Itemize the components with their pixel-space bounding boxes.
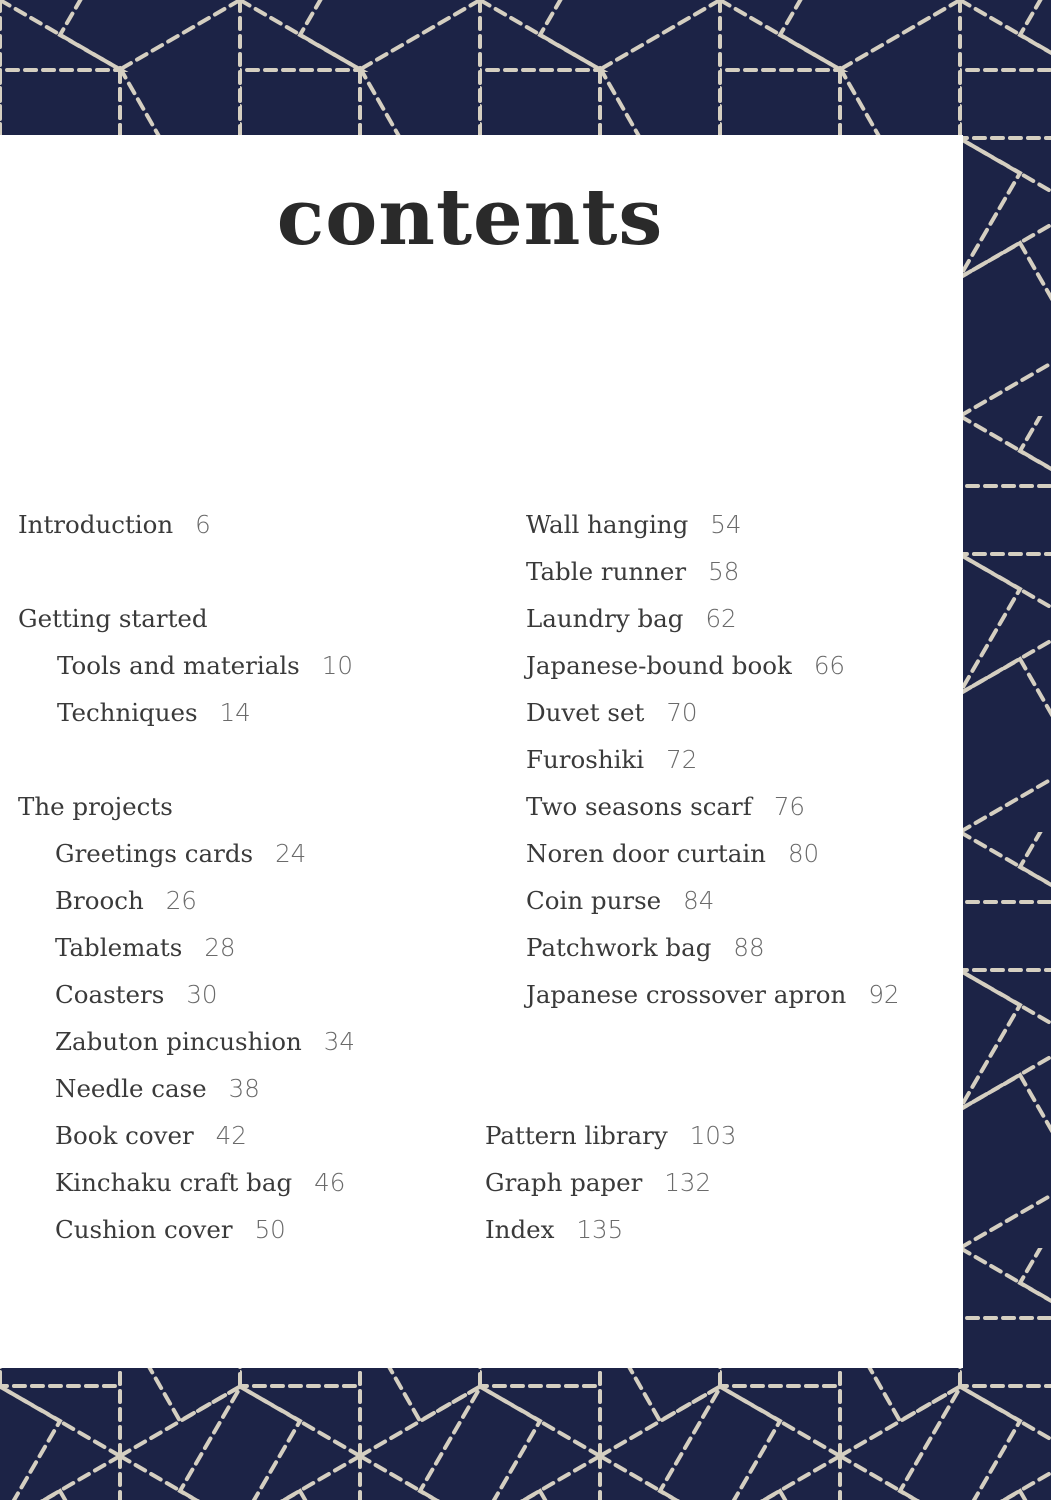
toc-page-number: 88 — [733, 933, 765, 962]
toc-entry-furoshiki[interactable] — [526, 745, 697, 775]
toc-entry-needle-case[interactable] — [55, 1074, 260, 1104]
toc-label: Index — [485, 1215, 555, 1244]
toc-label: Coin purse — [526, 886, 662, 915]
toc-entry-introduction[interactable] — [18, 510, 211, 540]
toc-label: Japanese crossover apron — [526, 980, 847, 1009]
toc-entry-cushion-cover[interactable] — [55, 1215, 286, 1245]
toc-page-number: 72 — [666, 745, 698, 774]
toc-page-number: 76 — [773, 792, 805, 821]
toc-entry-tablemats[interactable] — [55, 933, 236, 963]
toc-page-number: 80 — [787, 839, 820, 868]
toc-entry-tools-and-materials[interactable] — [57, 651, 353, 681]
toc-page-number: 6 — [195, 510, 211, 539]
toc-entry-index[interactable] — [485, 1215, 623, 1245]
toc-page-number: 132 — [664, 1168, 712, 1197]
toc-entry-graph-paper[interactable] — [485, 1168, 711, 1198]
toc-label: Table runner — [526, 557, 687, 586]
toc-page-number: 62 — [705, 604, 737, 633]
toc-page-number: 24 — [275, 839, 307, 868]
toc-page-number: 66 — [813, 651, 846, 680]
toc-entry-two-seasons-scarf[interactable] — [526, 792, 805, 822]
toc-label: Tools and materials — [57, 651, 300, 680]
toc-page-number: 30 — [186, 980, 218, 1009]
toc-label: Brooch — [55, 886, 144, 915]
toc-entry-pattern-library[interactable] — [485, 1121, 736, 1151]
toc-label: Graph paper — [485, 1168, 643, 1197]
toc-page-number: 38 — [228, 1074, 260, 1103]
toc-label: Book cover — [55, 1121, 194, 1150]
toc-label: Greetings cards — [55, 839, 254, 868]
page-title: contents — [276, 172, 664, 263]
toc-entry-patchwork-bag[interactable] — [526, 933, 765, 963]
toc-entry-noren-door-curtain[interactable] — [526, 839, 819, 869]
toc-label: Duvet set — [526, 698, 645, 727]
toc-label: Kinchaku craft bag — [55, 1168, 293, 1197]
toc-entry-japanese-bound-book[interactable] — [526, 651, 845, 681]
toc-entry-greetings-cards[interactable] — [55, 839, 306, 869]
toc-page-number: 54 — [710, 510, 742, 539]
toc-label: Noren door curtain — [526, 839, 766, 868]
toc-label: Pattern library — [485, 1121, 668, 1150]
toc-entry-zabuton-pincushion[interactable] — [55, 1027, 355, 1057]
section-heading-getting-started[interactable]: Getting started — [18, 604, 208, 633]
toc-label: Laundry bag — [526, 604, 684, 633]
toc-label: Coasters — [55, 980, 165, 1009]
toc-page-number: 103 — [689, 1121, 737, 1150]
section-heading-the-projects[interactable]: The projects — [18, 792, 173, 821]
toc-label: Patchwork bag — [526, 933, 712, 962]
toc-page-number: 34 — [323, 1027, 355, 1056]
toc-page-number: 28 — [204, 933, 236, 962]
toc-entry-coin-purse[interactable] — [526, 886, 714, 916]
toc-label: Techniques — [57, 698, 198, 727]
toc-page-number: 42 — [215, 1121, 247, 1150]
toc-label: Cushion cover — [55, 1215, 233, 1244]
toc-label: Wall hanging — [526, 510, 689, 539]
toc-entry-coasters[interactable] — [55, 980, 218, 1010]
toc-label: Needle case — [55, 1074, 207, 1103]
toc-page-number: 50 — [254, 1215, 286, 1244]
toc-entry-kinchaku-craft-bag[interactable] — [55, 1168, 345, 1198]
toc-entry-japanese-crossover-apron[interactable] — [526, 980, 900, 1010]
toc-page-number: 46 — [314, 1168, 346, 1197]
toc-entry-laundry-bag[interactable] — [526, 604, 737, 634]
toc-page-number: 10 — [321, 651, 353, 680]
toc-label: Introduction — [18, 510, 174, 539]
toc-entry-techniques[interactable] — [57, 698, 251, 728]
toc-entry-table-runner[interactable] — [526, 557, 739, 587]
toc-entry-brooch[interactable] — [55, 886, 197, 916]
toc-page-number: 70 — [666, 698, 698, 727]
toc-entry-wall-hanging[interactable] — [526, 510, 741, 540]
toc-page-number: 58 — [708, 557, 740, 586]
toc-label: Japanese-bound book — [526, 651, 792, 680]
toc-page-number: 92 — [868, 980, 900, 1009]
toc-entry-book-cover[interactable] — [55, 1121, 247, 1151]
toc-label: Furoshiki — [526, 745, 645, 774]
toc-label: Two seasons scarf — [526, 792, 752, 821]
toc-entry-duvet-set[interactable] — [526, 698, 698, 728]
toc-label: Zabuton pincushion — [55, 1027, 302, 1056]
toc-page-number: 26 — [165, 886, 197, 915]
toc-page-number: 84 — [683, 886, 715, 915]
toc-page-number: 135 — [576, 1215, 624, 1244]
toc-page-number: 14 — [219, 698, 251, 727]
toc-label: Tablemats — [55, 933, 183, 962]
